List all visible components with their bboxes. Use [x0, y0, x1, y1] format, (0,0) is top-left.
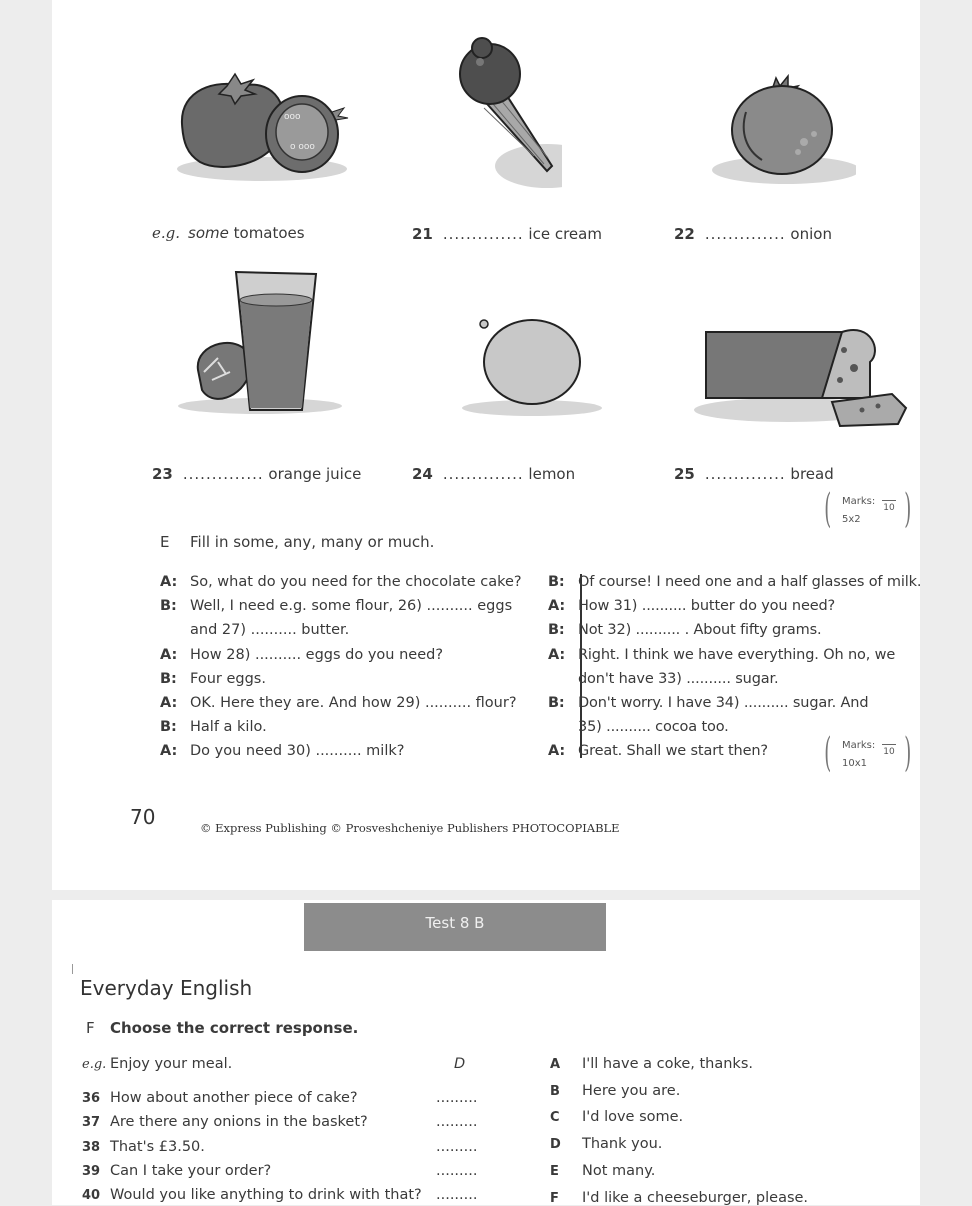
speaker-label: B:: [548, 622, 565, 639]
worksheet-page-test-8b: [52, 900, 920, 1205]
dialogue-line: [160, 618, 522, 642]
option-letter: A: [550, 1057, 561, 1072]
marks-bracket-left: (: [824, 730, 832, 776]
dialogue-text: don't have 33) .......... sugar.: [578, 670, 779, 687]
dialogue-line: [548, 618, 921, 642]
dialogue-text: Great. Shall we start then?: [578, 743, 768, 760]
section-e-heading: [160, 533, 434, 551]
dialogue-text: Not 32) .......... . About fifty grams.: [578, 622, 822, 639]
option-letter: C: [550, 1110, 560, 1125]
page-number: 70: [130, 805, 156, 829]
marks-scheme: 10x1: [842, 758, 868, 769]
dialogue-text: and 27) .......... butter.: [190, 622, 350, 639]
option-text: Here you are.: [582, 1083, 681, 1099]
ice-cream-image: [452, 36, 562, 194]
answer-blank-24[interactable]: ..............: [442, 465, 524, 483]
answer-blank-22[interactable]: ..............: [704, 225, 786, 243]
dialogue-line: [160, 739, 522, 763]
answer-blank-25[interactable]: ..............: [704, 465, 786, 483]
dialogue-line: [160, 594, 522, 618]
svg-text:o ooo: o ooo: [290, 142, 315, 152]
dialogue-text: Do you need 30) .......... milk?: [190, 743, 405, 760]
speaker-label: A:: [160, 574, 178, 590]
question-row: [82, 1163, 271, 1179]
svg-text:ooo: ooo: [284, 112, 301, 122]
everyday-english-heading: Everyday English: [80, 976, 253, 1000]
caption-22-onion: 22 .............. onion: [674, 225, 832, 243]
option-row: [550, 1083, 680, 1099]
worksheet-page-70: [52, 0, 920, 890]
dialogue-text: Half a kilo.: [190, 719, 267, 736]
question-number: 38: [82, 1140, 101, 1155]
caption-tomatoes: e.g. some tomatoes: [152, 224, 305, 242]
margin-mark: [72, 964, 73, 974]
onion-image: [706, 72, 856, 184]
dialogue-text: How 28) .......... eggs do you need?: [190, 646, 444, 663]
section-f-heading: [86, 1019, 358, 1037]
caption-24-lemon: 24 .............. lemon: [412, 465, 576, 483]
answer-blank[interactable]: .........: [436, 1090, 478, 1106]
section-instruction: Fill in some, any, many or much.: [190, 533, 435, 551]
question-row: [82, 1090, 358, 1106]
dialogue-line: [548, 667, 921, 691]
dialogue-text: Right. I think we have everything. Oh no, we: [578, 646, 896, 663]
option-text: I'd love some.: [582, 1109, 684, 1125]
caption-25-bread: 25 .............. bread: [674, 465, 834, 483]
speaker-label: B:: [160, 598, 177, 615]
example-answer: D: [454, 1056, 466, 1072]
speaker-label: B:: [160, 719, 177, 736]
marks-bracket-right: ): [904, 730, 912, 776]
dialogue-line: [548, 594, 921, 618]
question-text: Are there any onions in the basket?: [110, 1114, 368, 1130]
answer-blank-23[interactable]: ..............: [182, 465, 264, 483]
speaker-label: A:: [160, 743, 178, 760]
answer-blank[interactable]: .........: [436, 1139, 478, 1155]
answer-blank[interactable]: .........: [436, 1187, 478, 1203]
question-number: 40: [82, 1188, 101, 1203]
dialogue-line: [160, 715, 522, 739]
caption-23-orange-juice: 23 .............. orange juice: [152, 465, 362, 483]
dialogue-line: [160, 691, 522, 715]
option-row: [550, 1190, 808, 1206]
test-banner: Test 8 B: [304, 903, 606, 951]
marks-total: 10: [882, 744, 896, 757]
question-number: 37: [82, 1115, 101, 1130]
marks-bracket-right: ): [904, 486, 912, 532]
question-text: That's £3.50.: [110, 1139, 205, 1155]
dialogue-line: [548, 643, 921, 667]
answer-blank[interactable]: .........: [436, 1114, 478, 1130]
question-row: [82, 1056, 232, 1072]
marks-total: 10: [882, 500, 896, 513]
question-number: 36: [82, 1091, 101, 1106]
option-row: [550, 1056, 753, 1072]
marks-box-section-d: [824, 486, 912, 534]
dialogue-text: Of course! I need one and a half glasses of milk.: [578, 574, 922, 590]
speaker-label: B:: [160, 670, 177, 687]
dialogue-text: So, what do you need for the chocolate cake?: [190, 574, 522, 590]
option-text: Thank you.: [582, 1136, 663, 1152]
option-row: [550, 1136, 662, 1152]
marks-label: Marks:: [842, 740, 876, 751]
tomatoes-image: [172, 64, 352, 184]
dialogue-text: Well, I need e.g. some flour, 26) .......... eggs: [190, 598, 513, 615]
dialogue-text: Don't worry. I have 34) .......... sugar. And: [578, 695, 869, 712]
option-text: I'd like a cheeseburger, please.: [582, 1190, 809, 1206]
dialogue-line: [548, 691, 921, 715]
option-row: [550, 1163, 655, 1179]
option-text: I'll have a coke, thanks.: [582, 1056, 753, 1072]
dialogue-text: How 31) .......... butter do you need?: [578, 598, 836, 615]
dialogue-line: [160, 570, 522, 594]
bread-image: [692, 322, 910, 434]
answer-blank[interactable]: .........: [436, 1163, 478, 1179]
speaker-label: B:: [548, 695, 565, 712]
speaker-label: A:: [548, 743, 565, 760]
speaker-label: B:: [548, 574, 565, 590]
lemon-image: [460, 314, 610, 418]
dialogue-text: OK. Here they are. And how 29) .......... flour?: [190, 695, 517, 712]
question-text: How about another piece of cake?: [110, 1090, 358, 1106]
question-text: Can I take your order?: [110, 1163, 272, 1179]
question-row: [82, 1187, 422, 1203]
question-number: e.g.: [82, 1057, 107, 1072]
speaker-label: A:: [160, 646, 178, 663]
question-row: [82, 1139, 205, 1155]
question-text: Enjoy your meal.: [110, 1056, 233, 1072]
dialogue-text: Four eggs.: [190, 670, 266, 687]
caption-21-ice-cream: 21 .............. ice cream: [412, 225, 602, 243]
marks-scheme: 5x2: [842, 514, 861, 525]
copyright-line: © Express Publishing © Prosveshcheniye Publishers PHOTOCOPIABLE: [200, 821, 620, 835]
option-text: Not many.: [582, 1163, 656, 1179]
dialogue-text: 35) .......... cocoa too.: [578, 719, 729, 736]
dialogue-line: [160, 643, 522, 667]
dialogue-line: [548, 570, 921, 594]
question-row: [82, 1114, 368, 1130]
option-letter: E: [550, 1164, 559, 1179]
section-letter: E: [160, 533, 170, 551]
option-letter: F: [550, 1191, 559, 1206]
marks-bracket-left: (: [824, 486, 832, 532]
answer-blank-21[interactable]: ..............: [442, 225, 524, 243]
speaker-label: A:: [548, 598, 565, 615]
speaker-label: A:: [548, 646, 565, 663]
speaker-label: A:: [160, 695, 178, 712]
orange-juice-image: [172, 262, 352, 418]
marks-box-section-e: [824, 730, 912, 778]
question-number: 39: [82, 1164, 101, 1179]
option-letter: D: [550, 1137, 561, 1152]
dialogue-left-column: [160, 570, 522, 764]
question-text: Would you like anything to drink with that?: [110, 1187, 422, 1203]
section-instruction: Choose the correct response.: [110, 1019, 359, 1037]
dialogue-line: [160, 667, 522, 691]
marks-label: Marks:: [842, 496, 876, 507]
section-letter: F: [86, 1019, 95, 1037]
option-row: [550, 1109, 683, 1125]
option-letter: B: [550, 1084, 560, 1099]
